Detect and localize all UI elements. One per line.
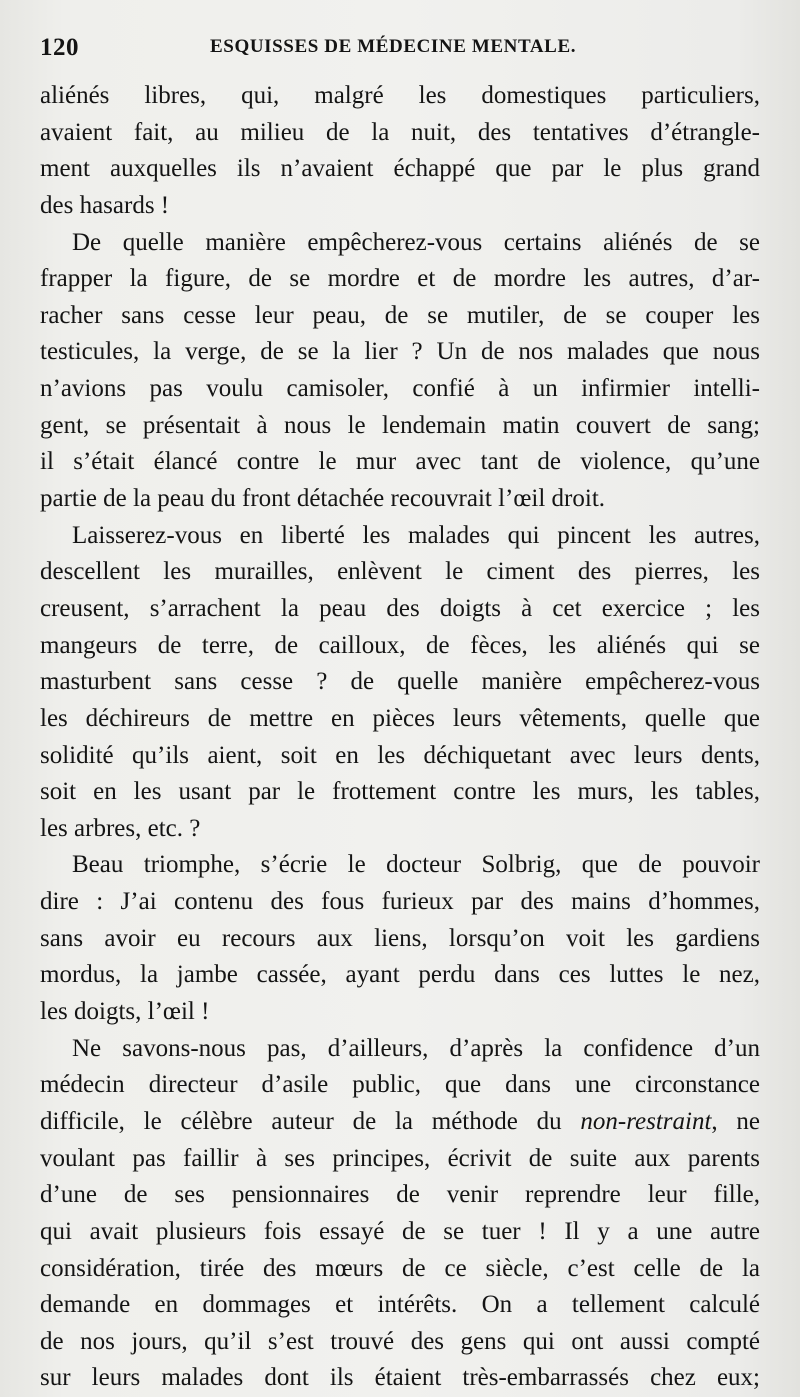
text-line: soit en les usant par le frottement contre les murs, les tables,: [40, 778, 760, 806]
text-line: partie de la peau du front détachée recouvrait l’œil droit.: [40, 485, 606, 513]
text-segment: difficile, le célèbre auteur de la méthode du: [40, 1107, 562, 1135]
text-line: ment auxquelles ils n’avaient échappé que par le plus grand: [40, 155, 760, 183]
text-line: de nos jours, qu’il s’est trouvé des gens qui ont aussi compté: [40, 1327, 760, 1355]
text-line: mordus, la jambe cassée, ayant perdu dans ces luttes le nez,: [40, 961, 760, 989]
text-line: frapper la figure, de se mordre et de mordre les autres, d’ar-: [40, 265, 760, 293]
text-line: creusent, s’arrachent la peau des doigts à cet exercice ; les: [40, 594, 760, 622]
text-line: les déchireurs de mettre en pièces leurs vêtements, quelle que: [40, 704, 760, 732]
text-line: voulant pas faillir à ses principes, écrivit de suite aux parents: [40, 1144, 760, 1172]
text-line: Ne savons-nous pas, d’ailleurs, d’après la confidence d’un: [72, 1034, 760, 1062]
text-line-with-italic: [40, 1104, 760, 1141]
text-line: d’une de ses pensionnaires de venir reprendre leur fille,: [40, 1181, 760, 1209]
text-line: il s’était élancé contre le mur avec tant de violence, qu’une: [40, 448, 760, 476]
text-line: gent, se présentait à nous le lendemain matin couvert de sang;: [40, 411, 760, 439]
text-line: des hasards !: [40, 191, 170, 219]
text-line: les arbres, etc. ?: [40, 814, 201, 842]
text-line: masturbent sans cesse ? de quelle manière empêcherez-vous: [40, 668, 760, 696]
text-line: Beau triomphe, s’écrie le docteur Solbrig, que de pouvoir: [72, 851, 760, 879]
page-number: 120: [40, 34, 79, 61]
text-line: Laisserez-vous en liberté les malades qui pincent les autres,: [72, 521, 760, 549]
text-segment: , ne: [711, 1107, 760, 1135]
text-line: racher sans cesse leur peau, de se mutiler, de se couper les: [40, 301, 760, 329]
text-line: avaient fait, au milieu de la nuit, des tentatives d’étrangle-: [40, 118, 760, 146]
text-line: solidité qu’ils aient, soit en les déchiquetant avec leurs dents,: [40, 741, 760, 769]
text-line: considération, tirée des mœurs de ce siècle, c’est celle de la: [40, 1254, 760, 1282]
text-line: n’avions pas voulu camisoler, confié à un infirmier intelli-: [40, 375, 760, 403]
text-line: médecin directeur d’asile public, que dans une circonstance: [40, 1071, 760, 1099]
running-title: ESQUISSES DE MÉDECINE MENTALE.: [210, 36, 577, 57]
text-line: demande en dommages et intérêts. On a tellement calculé: [40, 1291, 760, 1319]
text-line: sur leurs malades dont ils étaient très-embarrassés chez eux;: [40, 1364, 760, 1392]
text-line: dire : J’ai contenu des fous furieux par des mains d’hommes,: [40, 888, 760, 916]
italic-term: non-restraint: [580, 1107, 712, 1135]
text-line: mangeurs de terre, de cailloux, de fèces, les aliénés qui se: [40, 631, 760, 659]
text-line: sans avoir eu recours aux liens, lorsqu’on voit les gardiens: [40, 924, 760, 952]
text-line: De quelle manière empêcherez-vous certains aliénés de se: [72, 228, 760, 256]
text-line: les doigts, l’œil !: [40, 998, 210, 1026]
text-line: qui avait plusieurs fois essayé de se tuer ! Il y a une autre: [40, 1217, 760, 1245]
body-text: [40, 78, 760, 1397]
text-line: descellent les murailles, enlèvent le ciment des pierres, les: [40, 558, 760, 586]
text-line: aliénés libres, qui, malgré les domestiques particuliers,: [40, 82, 760, 109]
text-line: testicules, la verge, de se la lier ? Un de nos malades que nous: [40, 338, 760, 366]
page-header: [40, 34, 760, 70]
